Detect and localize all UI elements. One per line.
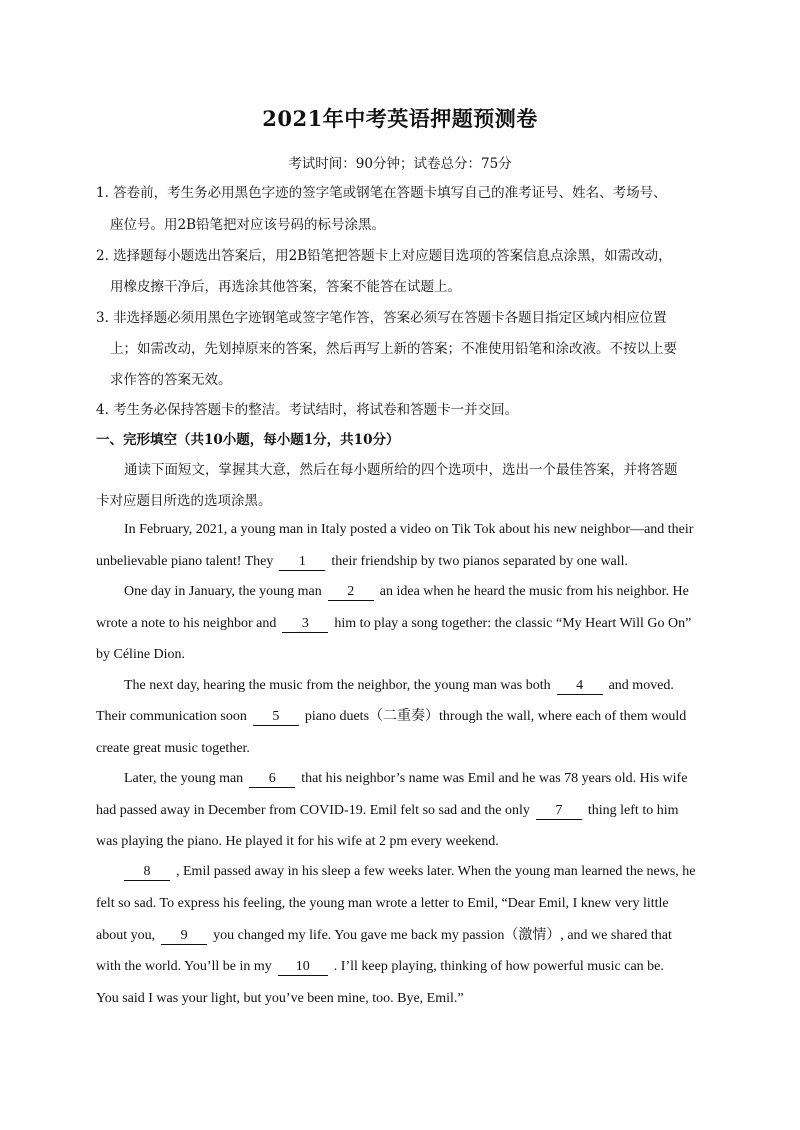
passage-line: wrote a note to his neighbor and 3 him to play a song together: the classic “My Heart Will Go On” xyxy=(96,616,692,631)
instruction-line: 4. 考生务必保持答题卡的整洁。考试结时，将试卷和答题卡一并交回。 xyxy=(96,402,519,418)
passage-line: with the world. You’ll be in my 10 . I’ll keep playing, thinking of how powerful music can be. xyxy=(96,959,664,974)
answer-blank: 1 xyxy=(279,554,325,571)
passage-line: was playing the piano. He played it for his wife at 2 pm every weekend. xyxy=(96,834,499,849)
instruction-line: 求作答的答案无效。 xyxy=(110,372,232,388)
exam-info: 考试时间：90分钟；试卷总分：75分 xyxy=(288,156,512,172)
passage-line: felt so sad. To express his feeling, the young man wrote a letter to Emil, “Dear Emil, I knew very little xyxy=(96,896,669,911)
passage-line: about you, 9 you changed my life. You gave me back my passion（激情）, and we shared that xyxy=(96,928,672,943)
passage-line: had passed away in December from COVID-19. Emil felt so sad and the only 7 thing left to him xyxy=(96,803,679,818)
instruction-line: 1. 答卷前，考生务必用黑色字迹的签字笔或钢笔在答题卡填写自己的准考证号、姓名、考场号、 xyxy=(96,185,667,201)
page-title: 2021年中考英语押题预测卷 xyxy=(262,106,538,131)
passage-line: unbelievable piano talent! They 1 their friendship by two pianos separated by one wall. xyxy=(96,554,629,569)
direction-line: 卡对应题目所选的选项涂黑。 xyxy=(96,493,272,509)
passage-line: You said I was your light, but you’ve been mine, too. Bye, Emil.” xyxy=(96,991,464,1006)
instruction-line: 座位号。用2B铅笔把对应该号码的标号涂黑。 xyxy=(110,217,386,233)
passage-line: Their communication soon 5 piano duets（二重奏）through the wall, where each of them would xyxy=(96,709,687,724)
instruction-line: 上；如需改动，先划掉原来的答案，然后再写上新的答案；不准使用铅笔和涂改液。不按以上要 xyxy=(110,341,677,357)
answer-blank: 9 xyxy=(161,928,207,945)
passage-line: Later, the young man 6 that his neighbor’s name was Emil and he was 78 years old. His wife xyxy=(124,771,688,786)
answer-blank: 7 xyxy=(536,803,582,820)
answer-blank: 2 xyxy=(328,584,374,601)
answer-blank: 6 xyxy=(249,771,295,788)
answer-blank: 5 xyxy=(253,709,299,726)
passage-line: 8 , Emil passed away in his sleep a few weeks later. When the young man learned the news, he xyxy=(118,862,696,882)
answer-blank: 3 xyxy=(282,616,328,633)
section-heading: 一、完形填空（共10小题，每小题1分，共10分） xyxy=(96,432,400,448)
answer-blank: 4 xyxy=(557,678,603,695)
instruction-line: 3. 非选择题必须用黑色字迹钢笔或签字笔作答，答案必须写在答题卡各题目指定区域内相应位置 xyxy=(96,310,667,326)
answer-blank: 10 xyxy=(278,959,328,976)
passage-line: The next day, hearing the music from the neighbor, the young man was both 4 and moved. xyxy=(124,678,674,693)
answer-blank: 8 xyxy=(124,864,170,881)
direction-line: 通读下面短文，掌握其大意，然后在每小题所给的四个选项中，选出一个最佳答案，并将答题 xyxy=(124,462,678,478)
passage-line: In February, 2021, a young man in Italy posted a video on Tik Tok about his new neighbor—and their xyxy=(124,522,694,537)
passage-line: create great music together. xyxy=(96,741,250,756)
instruction-line: 2. 选择题每小题选出答案后，用2B铅笔把答题卡上对应题目选项的答案信息点涂黑，如需改动， xyxy=(96,248,672,264)
passage-line: by Céline Dion. xyxy=(96,647,186,662)
passage-line: One day in January, the young man 2 an idea when he heard the music from his neighbor. He xyxy=(124,584,689,599)
instruction-line: 用橡皮擦干净后，再选涂其他答案，答案不能答在试题上。 xyxy=(110,279,461,295)
